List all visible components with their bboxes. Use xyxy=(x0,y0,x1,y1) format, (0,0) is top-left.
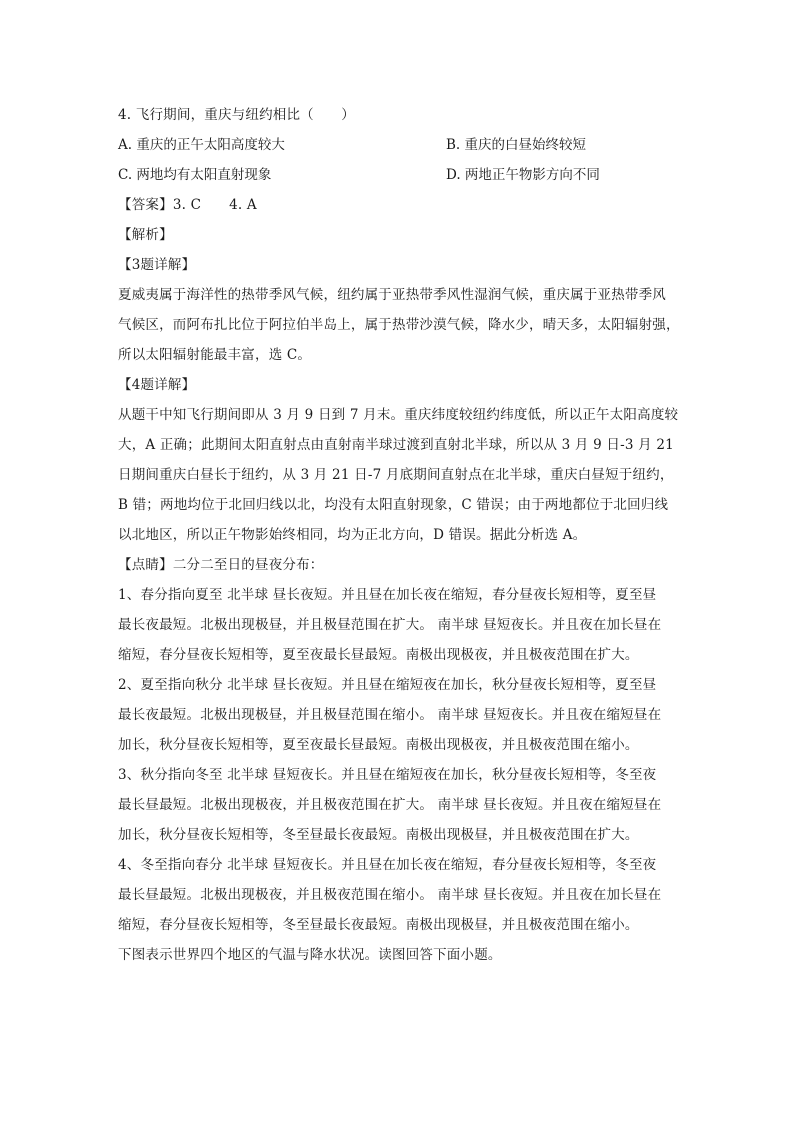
q3-detail-tag: 【3题详解】 xyxy=(118,257,196,273)
tip-line: 加长，秋分昼夜长短相等，冬至昼最长夜最短。南极出现极昼，并且极夜范围在扩大。 xyxy=(118,827,639,843)
tip-line: 最长夜最短。北极出现极昼，并且极昼范围在缩小。 南半球 昼短夜长。并且夜在缩短昼在 xyxy=(118,707,662,723)
tip-line: 4、冬至指向春分 北半球 昼短夜长。并且昼在加长夜在缩短，春分昼夜长短相等，冬至夜 xyxy=(118,857,657,873)
q3-line: 所以太阳辐射能最丰富，选 C。 xyxy=(118,347,312,363)
question-4-stem: 4. 飞行期间，重庆与纽约相比（ ） xyxy=(118,107,355,123)
q3-detail-text xyxy=(118,280,678,370)
q3-line: 夏威夷属于海洋性的热带季风气候，纽约属于亚热带季风性湿润气候，重庆属于亚热带季风 xyxy=(118,287,666,303)
q3-line: 气候区，而阿布扎比位于阿拉伯半岛上，属于热带沙漠气候，降水少，晴天多，太阳辐射强， xyxy=(118,317,680,333)
question-4-options-row-1 xyxy=(118,130,678,160)
tip-line: 最长夜最短。北极出现极昼，并且极昼范围在扩大。 南半球 昼短夜长。并且夜在加长昼在 xyxy=(118,617,662,633)
option-c: C. 两地均有太阳直射现象 xyxy=(118,167,272,183)
answer-4: 4. A xyxy=(229,197,257,213)
tip-line: 缩短，春分昼夜长短相等，夏至夜最长昼最短。南极出现极夜，并且极夜范围在扩大。 xyxy=(118,647,639,663)
tip-header xyxy=(118,550,678,580)
closing-instruction: 下图表示世界四个地区的气温与降水状况。读图回答下面小题。 xyxy=(118,947,502,963)
tip-line: 3、秋分指向冬至 北半球 昼短夜长。并且昼在缩短夜在加长，秋分昼夜长短相等，冬至夜 xyxy=(118,767,657,783)
tip-line: 最长昼最短。北极出现极夜，并且极夜范围在缩小。 南半球 昼长夜短。并且夜在加长昼在 xyxy=(118,887,662,903)
tip-line: 1、春分指向夏至 北半球 昼长夜短。并且昼在加长夜在缩短，春分昼夜长短相等，夏至昼 xyxy=(118,587,657,603)
q4-detail-tag: 【4题详解】 xyxy=(118,377,196,393)
tip-line: 加长，秋分昼夜长短相等，夏至夜最长昼最短。南极出现极夜，并且极夜范围在缩小。 xyxy=(118,737,639,753)
q4-line: 以北地区，所以正午物影始终相同，均为正北方向，D 错误。据此分析选 A。 xyxy=(118,527,587,543)
tip-line: 2、夏至指向秋分 北半球 昼长夜短。并且昼在缩短夜在加长，秋分昼夜长短相等，夏至昼 xyxy=(118,677,657,693)
tip-text xyxy=(118,580,678,940)
tip-title: 二分二至日的昼夜分布： xyxy=(172,557,324,573)
answer-3: 3. C xyxy=(172,197,202,213)
option-d: D. 两地正午物影方向不同 xyxy=(446,167,600,183)
q4-line: 大，A 正确；此期间太阳直射点由直射南半球过渡到直射北半球，所以从 3 月 9 日-3 月 21 xyxy=(118,437,674,453)
document-page xyxy=(118,100,678,970)
answer-tag: 【答案】 xyxy=(118,197,173,213)
analysis-tag: 【解析】 xyxy=(118,227,173,243)
q4-detail-text xyxy=(118,400,678,550)
tip-line: 缩短，春分昼夜长短相等，冬至昼最长夜最短。南极出现极昼，并且极夜范围在缩小。 xyxy=(118,917,639,933)
tip-tag: 【点睛】 xyxy=(118,557,173,573)
q4-line: 日期间重庆白昼长于纽约，从 3 月 21 日-7 月底期间直射点在北半球，重庆白昼短于纽约， xyxy=(118,467,674,483)
tip-line: 最长昼最短。北极出现极夜，并且极夜范围在扩大。 南半球 昼长夜短。并且夜在缩短昼在 xyxy=(118,797,662,813)
answer-line xyxy=(118,190,678,220)
q4-line: 从题干中知飞行期间即从 3 月 9 日到 7 月末。重庆纬度较纽约纬度低，所以正午太阳高度较 xyxy=(118,407,679,423)
question-4-options-row-2 xyxy=(118,160,678,190)
q4-line: B 错；两地均位于北回归线以北，均没有太阳直射现象，C 错误；由于两地都位于北回归线 xyxy=(118,497,669,513)
option-b: B. 重庆的白昼始终较短 xyxy=(446,137,587,153)
option-a: A. 重庆的正午太阳高度较大 xyxy=(118,137,285,153)
